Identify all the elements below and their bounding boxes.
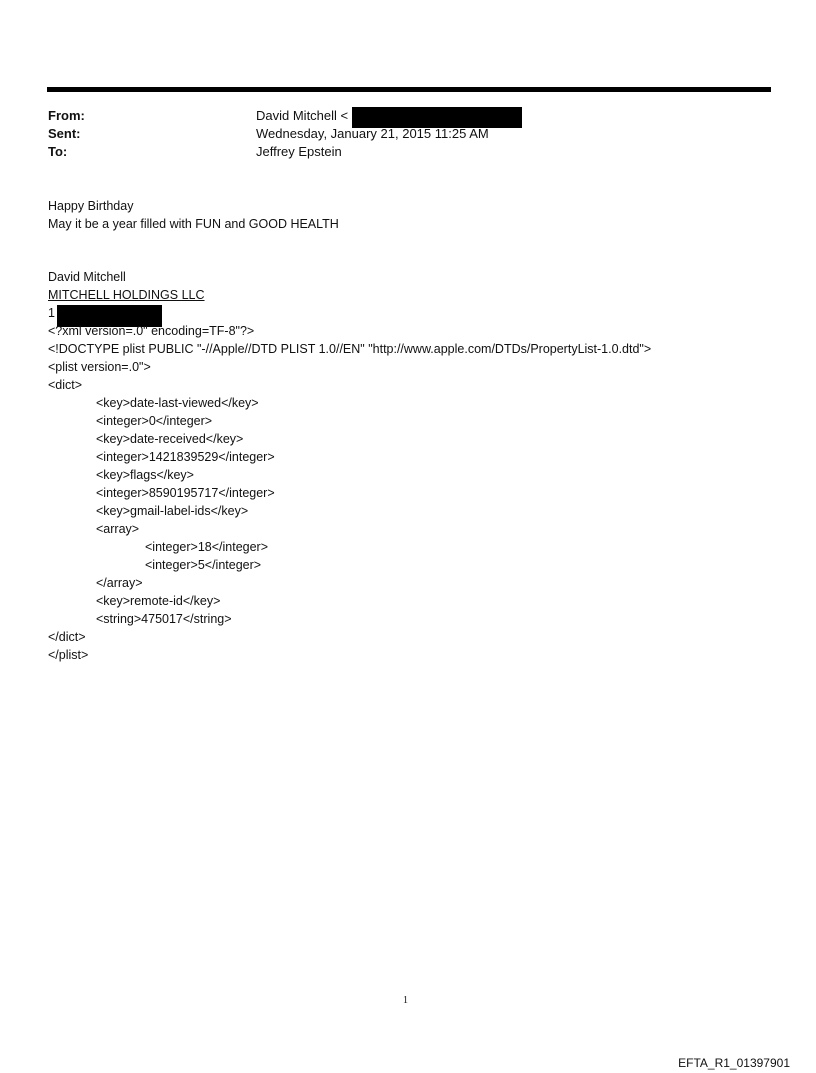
plist-line: </plist> (48, 648, 89, 662)
plist-line: <integer>1421839529</integer> (96, 450, 275, 464)
from-value: David Mitchell < (256, 108, 349, 123)
signature-line: 1 (48, 306, 55, 320)
plist-line: </array> (96, 576, 143, 590)
plist-line: <integer>0</integer> (96, 414, 213, 428)
plist-line: <key>gmail-label-ids</key> (96, 504, 249, 518)
plist-line: <array> (96, 522, 140, 536)
plist-line: <key>flags</key> (96, 468, 194, 482)
plist-line: <string>475017</string> (96, 612, 232, 626)
sent-value: Wednesday, January 21, 2015 11:25 AM (256, 126, 489, 141)
plist-line: <key>date-received</key> (96, 432, 244, 446)
from-label: From: (48, 108, 85, 123)
to-value: Jeffrey Epstein (256, 144, 342, 159)
body-line: Happy Birthday (48, 199, 134, 213)
header-rule (47, 87, 771, 92)
plist-line: <?xml version=.0" encoding=TF-8"?> (48, 324, 255, 338)
plist-line: <plist version=.0"> (48, 360, 151, 374)
plist-line: </dict> (48, 630, 86, 644)
plist-line: <integer>8590195717</integer> (96, 486, 275, 500)
plist-line: <dict> (48, 378, 83, 392)
page-number: 1 (403, 995, 408, 1006)
signature-company: MITCHELL HOLDINGS LLC (48, 288, 205, 302)
signature-name: David Mitchell (48, 270, 126, 284)
to-label: To: (48, 144, 68, 159)
plist-line: <key>remote-id</key> (96, 594, 221, 608)
plist-line: <key>date-last-viewed</key> (96, 396, 259, 410)
body-line: May it be a year filled with FUN and GOOD HEALTH (48, 217, 339, 231)
plist-line: <integer>5</integer> (145, 558, 262, 572)
plist-line: <!DOCTYPE plist PUBLIC "-//Apple//DTD PLIST 1.0//EN" "http://www.apple.com/DTDs/PropertyList-1.0.dtd"> (48, 342, 652, 356)
sent-label: Sent: (48, 126, 81, 141)
bates-number: EFTA_R1_01397901 (678, 1056, 790, 1070)
plist-line: <integer>18</integer> (145, 540, 269, 554)
